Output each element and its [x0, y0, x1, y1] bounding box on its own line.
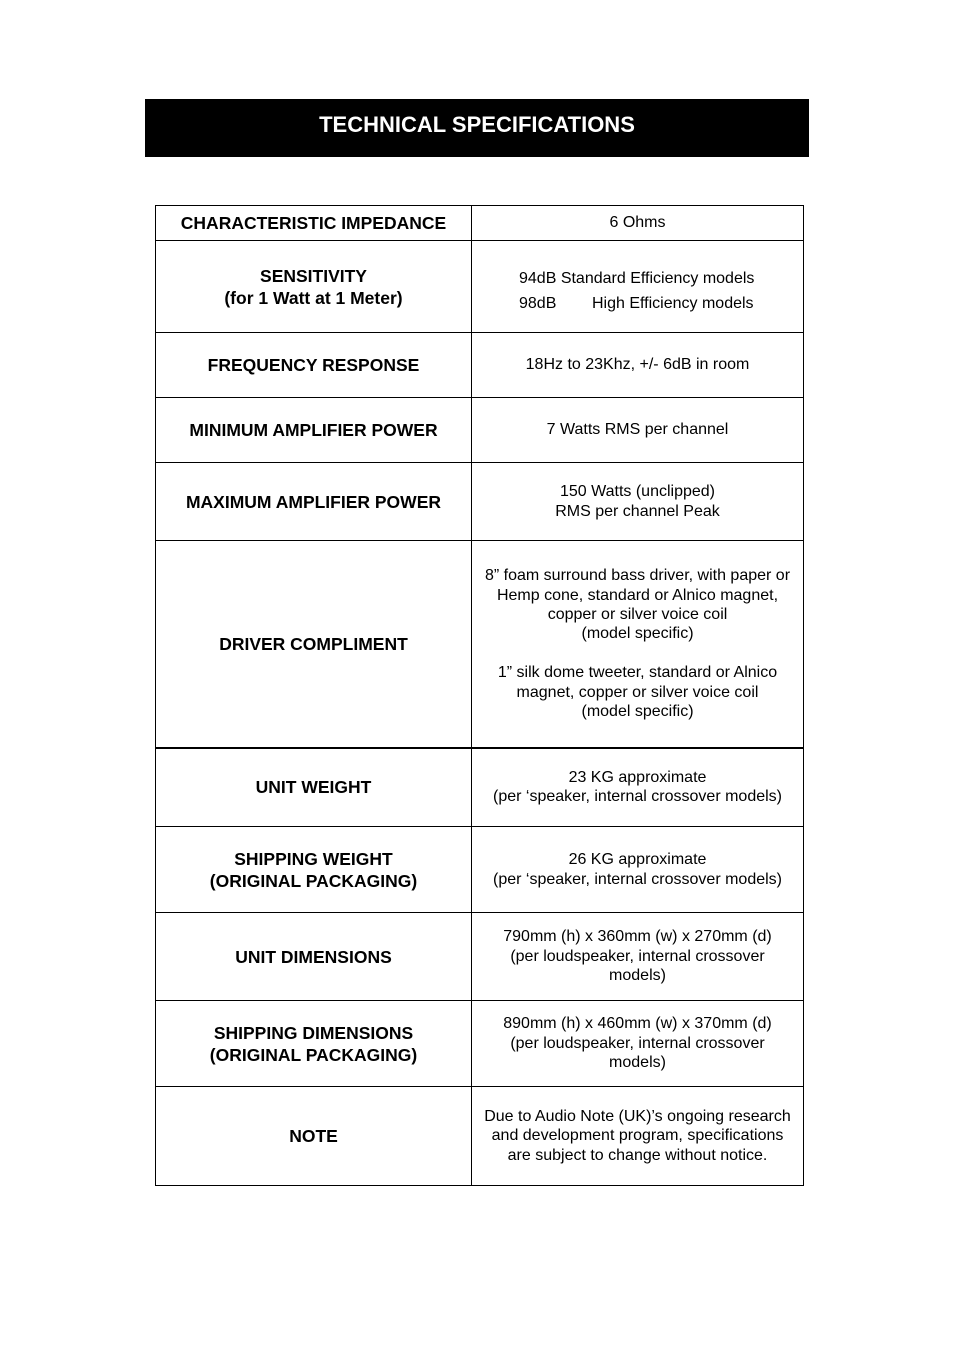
spec-value-line: 150 Watts (unclipped) [559, 483, 716, 501]
spec-value [472, 748, 804, 827]
spec-row-shipping-dimensions [156, 1001, 804, 1087]
page-title: TECHNICAL SPECIFICATIONS [319, 112, 635, 137]
spec-row-frequency-response [156, 333, 804, 398]
spec-value [472, 333, 804, 398]
spec-label [156, 463, 472, 541]
spec-value [472, 1001, 804, 1087]
spec-value [472, 1087, 804, 1186]
spec-row-sensitivity [156, 241, 804, 333]
spec-label-line: SHIPPING WEIGHT [234, 848, 393, 869]
spec-row-driver-compliment [156, 541, 804, 748]
spec-value [472, 206, 804, 241]
spec-label-line: (ORIGINAL PACKAGING) [209, 1044, 418, 1065]
spec-value-line: (per ‘speaker, internal crossover models) [492, 870, 782, 888]
spec-value-line: are subject to change without notice. [507, 1146, 768, 1164]
spec-value-line: 890mm (h) x 460mm (w) x 370mm (d) [503, 1015, 772, 1033]
spec-value-line: Due to Audio Note (UK)’s ongoing research [484, 1107, 791, 1125]
spec-row-unit-dimensions [156, 913, 804, 1001]
spec-row-minimum-amplifier-power [156, 398, 804, 463]
spec-value-line: 18Hz to 23Khz, +/- 6dB in room [525, 356, 750, 374]
spec-value-line: (model specific) [581, 625, 694, 643]
spec-value-line: (model specific) [581, 702, 694, 720]
spec-value-line [519, 291, 803, 316]
spec-label [156, 1087, 472, 1186]
spec-row-maximum-amplifier-power [156, 463, 804, 541]
spec-label [156, 748, 472, 827]
spec-value-line: 6 Ohms [609, 214, 666, 232]
spec-value [472, 241, 804, 333]
spec-value-line: 8” foam surround bass driver, with paper or [484, 567, 791, 585]
spec-label-line: MAXIMUM AMPLIFIER POWER [185, 491, 442, 512]
spec-value-line: 790mm (h) x 360mm (w) x 270mm (d) [503, 928, 772, 946]
spec-value-level: 98dB [519, 295, 557, 312]
spec-value-line: 94dB Standard Efficiency models [519, 270, 755, 287]
spec-label [156, 1001, 472, 1087]
spec-value-text: High Efficiency models [592, 295, 754, 312]
spec-label-line: UNIT DIMENSIONS [235, 946, 392, 967]
spec-label [156, 541, 472, 748]
spec-value-line: Hemp cone, standard or Alnico magnet, [496, 586, 779, 604]
spec-value-line: (per ‘speaker, internal crossover models) [492, 788, 782, 806]
spec-label-line: CHARACTERISTIC IMPEDANCE [180, 213, 447, 233]
spec-value-line: models) [609, 967, 666, 985]
spec-value-line: models) [609, 1054, 666, 1072]
spec-row-characteristic-impedance [156, 206, 804, 241]
spec-label-line: DRIVER COMPLIMENT [219, 633, 408, 654]
spec-value-line: 26 KG approximate [568, 851, 707, 869]
spec-value-line: RMS per channel Peak [555, 502, 720, 520]
spec-value [472, 463, 804, 541]
spec-value-line: (per loudspeaker, internal crossover [510, 947, 765, 965]
spec-label [156, 827, 472, 913]
paragraph-gap [472, 644, 803, 663]
spec-label-line: (for 1 Watt at 1 Meter) [224, 287, 403, 308]
spec-label-line: SHIPPING DIMENSIONS [213, 1022, 414, 1043]
spec-label-line: SENSITIVITY [260, 265, 367, 286]
spec-label-line: MINIMUM AMPLIFIER POWER [189, 420, 438, 440]
spec-label [156, 241, 472, 333]
spec-value-line: 23 KG approximate [568, 768, 707, 786]
spec-label [156, 398, 472, 463]
spec-label-line: NOTE [289, 1126, 338, 1146]
spec-label-line: FREQUENCY RESPONSE [207, 355, 420, 375]
spec-row-note [156, 1087, 804, 1186]
spec-row-shipping-weight [156, 827, 804, 913]
spec-value-line: 1” silk dome tweeter, standard or Alnico [497, 664, 778, 682]
spec-row-unit-weight [156, 748, 804, 827]
spec-value [472, 398, 804, 463]
spec-table [155, 205, 804, 1186]
spec-value [472, 541, 804, 748]
spec-label [156, 333, 472, 398]
spec-value-line: copper or silver voice coil [547, 605, 728, 623]
spec-label-line: UNIT WEIGHT [255, 777, 372, 798]
spec-value-line: (per loudspeaker, internal crossover [510, 1034, 765, 1052]
spec-label [156, 913, 472, 1001]
spec-value [472, 913, 804, 1001]
spec-value-line: and development program, specifications [491, 1127, 784, 1145]
spec-value [472, 827, 804, 913]
spec-value-line: 7 Watts RMS per channel [546, 421, 729, 439]
title-bar [145, 99, 809, 157]
spec-value-line: magnet, copper or silver voice coil [516, 683, 759, 701]
spec-label-line: (ORIGINAL PACKAGING) [209, 870, 418, 891]
spec-label [156, 206, 472, 241]
